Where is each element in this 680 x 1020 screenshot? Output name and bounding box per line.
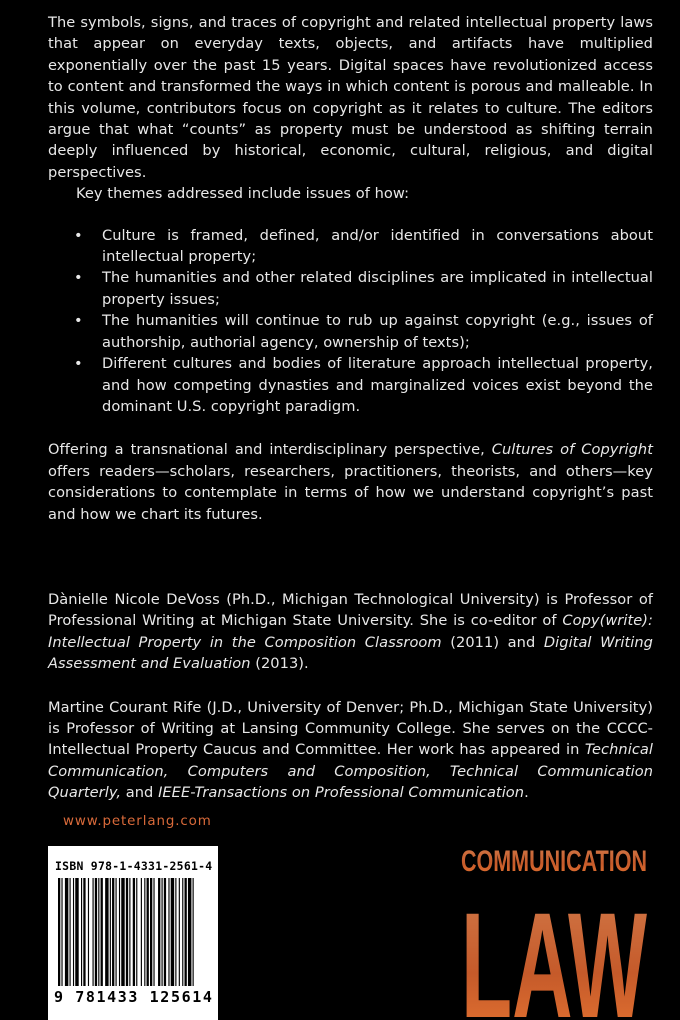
barcode-bar — [188, 878, 191, 986]
barcode-bar — [144, 878, 145, 986]
book-title: Cultures of Copyright — [491, 441, 654, 459]
barcode-bar — [83, 878, 85, 986]
barcode-bar — [58, 878, 60, 986]
barcode-bar — [133, 878, 135, 986]
barcode-digits: 9 781433 125614 — [54, 988, 214, 1006]
back-cover-copy — [48, 12, 653, 804]
barcode-bar — [95, 878, 97, 986]
list-item: • The humanities will continue to rub up against copyright (e.g., issues of authorship, authorial agency, ownership of texts); — [74, 312, 653, 351]
barcode-bar — [193, 878, 194, 986]
barcode-bar — [112, 878, 114, 986]
barcode-bar — [164, 878, 166, 986]
key-themes-intro: Key themes addressed include issues of how: — [76, 185, 410, 203]
barcode-bar — [81, 878, 82, 986]
barcode-bar — [185, 878, 187, 986]
barcode-bar — [129, 878, 130, 986]
bullet-icon: • — [74, 355, 83, 373]
bio-journal-title: IEEE-Transactions on Professional Communication — [158, 784, 525, 802]
barcode-bar — [61, 878, 62, 986]
barcode-bar — [105, 878, 108, 986]
barcode-bar — [147, 878, 149, 986]
bio-book-title: Digital Writing Assessment and Evaluation — [48, 633, 653, 673]
barcode-bars — [54, 878, 212, 988]
closing-paragraph: Offering a transnational and interdisciplinary perspective, Cultures of Copyright offers readers—scholars, researchers, practitioners, theorists, and others—key considerations to contemplate in terms of how we understand copyright’s past and how we chart its futures. — [48, 441, 654, 523]
barcode-bar — [153, 878, 154, 986]
editor-bio-rife: Martine Courant Rife (J.D., University of Denver; Ph.D., Michigan State University) is Professor of Writing at Lansing Community College. She serves on the CCCC-Intellectual Property Caucus and Committee. Her work has appeared in Technical Communication, Computers and Composition, Technical Communication Quarterly, and IEEE-Transactions on Professional Communication. — [48, 698, 653, 802]
barcode-bar — [93, 878, 94, 986]
bullet-icon: • — [74, 312, 83, 330]
series-logo-line-2: LAW — [461, 881, 648, 1020]
barcode-bar — [65, 878, 68, 986]
themes-list — [48, 225, 653, 418]
barcode-bar — [70, 878, 71, 986]
list-item: • The humanities and other related disciplines are implicated in intellectual property issues; — [74, 269, 653, 308]
barcode-bar — [126, 878, 128, 986]
series-logo-line-1: COMMUNICATION — [461, 845, 647, 878]
isbn-barcode — [48, 846, 218, 1020]
barcode-bar — [73, 878, 74, 986]
bio-journal-titles: Technical Communication, Computers and Composition, Technical Communication Quarterly, — [48, 741, 653, 802]
publisher-website[interactable]: www.peterlang.com — [63, 814, 212, 829]
list-item: • Culture is framed, defined, and/or identified in conversations about intellectual property; — [74, 226, 653, 266]
barcode-bar — [116, 878, 117, 986]
barcode-bar — [98, 878, 99, 986]
barcode-bar — [150, 878, 152, 986]
barcode-bar — [119, 878, 120, 986]
list-item: • Different cultures and bodies of literature approach intellectual property, and how competing dynasties and marginalized voices exist beyond the dominant U.S. copyright paradigm. — [74, 355, 653, 415]
bullet-icon: • — [74, 269, 83, 287]
isbn-label: ISBN 978-1-4331-2561-4 — [55, 859, 213, 873]
barcode-bar — [75, 878, 78, 986]
barcode-bar — [121, 878, 124, 986]
barcode-bar — [179, 878, 180, 986]
barcode-bar — [101, 878, 103, 986]
barcode-bar — [141, 878, 142, 986]
series-logo — [456, 835, 656, 1020]
barcode-bar — [162, 878, 163, 986]
barcode-bar — [182, 878, 183, 986]
barcode-bar — [136, 878, 137, 986]
barcode-bar — [110, 878, 111, 986]
editor-bio-devoss: Dànielle Nicole DeVoss (Ph.D., Michigan Technological University) is Professor of Professional Writing at Michigan State University. She is co-editor of Copy(write): Intellectual Property in the Composition Classroom (2011) and Digital Writing Assessment and Evaluation (2013). — [48, 590, 653, 673]
barcode-bar — [88, 878, 89, 986]
barcode-bar — [175, 878, 176, 986]
barcode-bar — [168, 878, 169, 986]
barcode-bar — [171, 878, 174, 986]
barcode-bar — [158, 878, 160, 986]
bullet-icon: • — [74, 226, 83, 244]
description-paragraph: The symbols, signs, and traces of copyright and related intellectual property laws that appear on everyday texts, objects, and artifacts have multiplied exponentially over the past 15 years. Digital spaces have revolutionized access to content and transformed the ways in which content is porous and malleable. In this volume, contributors focus on copyright as it relates to culture. The editors argue that what “counts” as property must be understood as shifting terrain deeply influenced by historical, economic, cultural, religious, and digital perspectives. — [48, 14, 653, 181]
bio-book-title: Copy(write): Intellectual Property in the Composition Classroom — [48, 612, 653, 651]
